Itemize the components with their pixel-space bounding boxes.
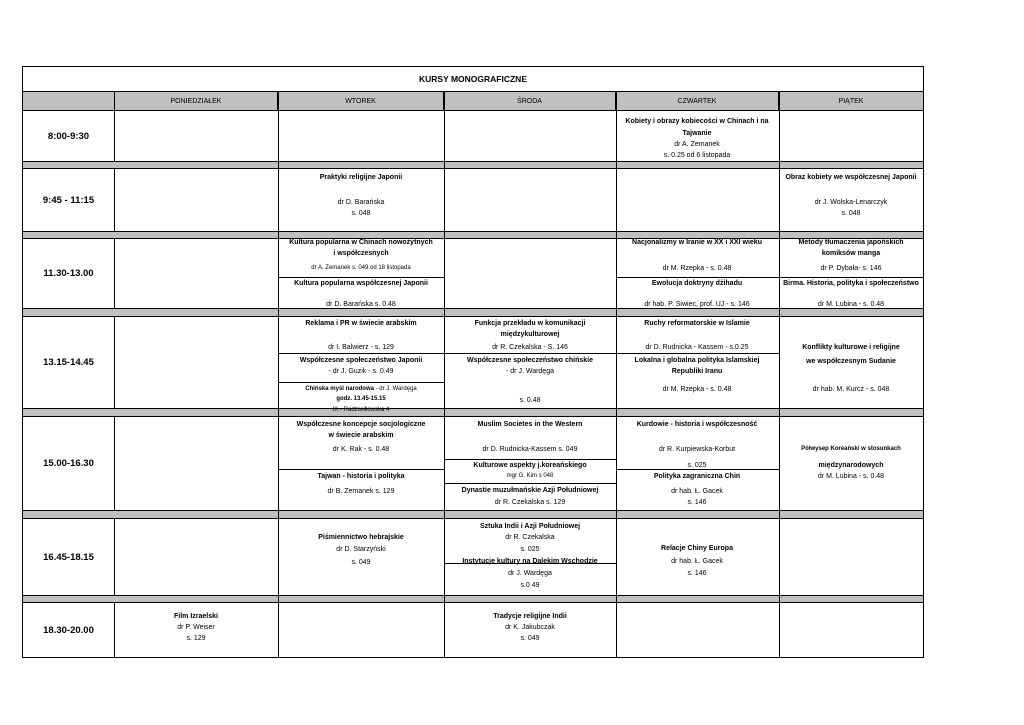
course-title: Tradycje religijne Indii bbox=[493, 613, 567, 620]
course-title: międzykulturowej bbox=[500, 331, 560, 338]
course-title: Republiki Iranu bbox=[671, 368, 723, 375]
course-lecturer: - dr J. Wardęga bbox=[506, 368, 554, 375]
course-title: Relacje Chiny Europa bbox=[661, 545, 733, 552]
course-title: Funkcja przekładu w komunikacji bbox=[474, 320, 586, 327]
time-slot-3: 11.30-13.00 bbox=[23, 239, 115, 308]
course-title: Obraz kobiety we współczesnej Japonii bbox=[785, 174, 917, 181]
cell-divider bbox=[616, 277, 923, 278]
time-slot-2: 9:45 - 11:15 bbox=[23, 169, 115, 231]
course-lecturer: dr K. Jakubczak bbox=[505, 624, 555, 631]
column-divider bbox=[278, 92, 279, 657]
course-lecturer: dr D. Barańska bbox=[337, 199, 385, 206]
course-lecturer: dr K. Rak - s. 0.48 bbox=[332, 446, 390, 453]
course-title: Muslim Societes in the Western bbox=[477, 421, 583, 428]
row-separator bbox=[23, 510, 923, 519]
course-title: Tajwanie bbox=[682, 130, 712, 137]
header-day-thursday: CZWARTEK bbox=[616, 92, 779, 111]
column-divider bbox=[779, 92, 780, 657]
course-hours: godz. 13.45-15.15 bbox=[336, 396, 386, 402]
header-day-wednesday: ŚRODA bbox=[444, 92, 616, 111]
course-lecturer: dr M. Lubina - s. 0.48 bbox=[817, 473, 885, 480]
course-lecturer: mgr G. Kim s 048 bbox=[506, 473, 554, 479]
course-lecturer: dr A. Zemanek bbox=[674, 141, 720, 148]
course-title: Współczesne koncepcje socjologiczne bbox=[296, 421, 426, 428]
course-room: s. 048 bbox=[351, 210, 371, 217]
course-lecturer: dr P. Dybała- s. 146 bbox=[820, 265, 882, 272]
course-lecturer: dr B. Zemanek s. 129 bbox=[327, 488, 395, 495]
course-title: we współczesnym Sudanie bbox=[806, 358, 896, 365]
course-title: Kultura popularna współczesnej Japonii bbox=[294, 280, 428, 287]
course-room: s. 129 bbox=[186, 635, 206, 642]
course-room: s. 049 bbox=[520, 635, 540, 642]
course-lecturer: dr D. Rudnicka-Kassem s. 049 bbox=[482, 446, 578, 453]
course-title: Praktyki religijne Japonii bbox=[319, 174, 403, 181]
course-title: Współczesne społeczeństwo Japonii bbox=[299, 357, 423, 364]
time-slot-7: 18.30-20.00 bbox=[23, 603, 115, 657]
course-title: Metody tłumaczenia japońskich bbox=[798, 239, 904, 246]
schedule-title: KURSY MONOGRAFICZNE bbox=[23, 67, 923, 92]
course-room: s. 049 bbox=[351, 559, 371, 566]
course-lecturer: dr M. Lubina - s. 0.48 bbox=[817, 301, 885, 308]
header-day-tuesday: WTOREK bbox=[278, 92, 444, 111]
course-title: komiksów manga bbox=[821, 250, 881, 257]
cell-divider bbox=[278, 353, 616, 354]
course-title: Kultura popularna w Chinach nowożytnych bbox=[289, 239, 433, 246]
course-room: s. 146 bbox=[687, 499, 707, 506]
header-corner bbox=[23, 92, 115, 111]
row-separator bbox=[23, 161, 923, 169]
course-title: Reklama i PR w świecie arabskim bbox=[305, 320, 417, 327]
course-title: Współczesne społeczeństwo chińskie bbox=[466, 357, 594, 364]
time-slot-6: 16.45-18.15 bbox=[23, 519, 115, 595]
course-lecturer: dr R. Czekalska - S. 146 bbox=[492, 344, 568, 351]
course-title: Ewolucja doktryny dżihadu bbox=[651, 280, 743, 287]
course-lecturer: dr hab. Ł. Gacek bbox=[671, 558, 723, 565]
row-separator bbox=[23, 595, 923, 603]
course-room: s. 0.48 bbox=[519, 397, 541, 404]
course-lecturer: dr J. Wardęga bbox=[508, 570, 552, 577]
course-title: i współczesnych bbox=[333, 250, 389, 257]
course-lecturer: dr hab. P. Siwiec, prof. UJ - s. 146 bbox=[644, 301, 750, 308]
time-slot-4: 13.15-14.45 bbox=[23, 317, 115, 408]
course-lecturer: dr R. Czekalska s. 129 bbox=[494, 499, 566, 506]
course-title: Dynastie muzułmańskie Azji Południowej bbox=[461, 487, 599, 494]
row-separator bbox=[23, 408, 923, 417]
course-lecturer: dr hab. M. Kurcz - s. 048 bbox=[812, 386, 890, 393]
cell-divider bbox=[278, 469, 444, 470]
course-title: w świecie arabskim bbox=[328, 432, 394, 439]
course-room: s. 146 bbox=[687, 570, 707, 577]
course-lecturer: dr M. Rzepka - s. 0.48 bbox=[662, 386, 732, 393]
header-day-friday: PIĄTEK bbox=[779, 92, 923, 111]
course-title: międzynarodowych bbox=[818, 462, 884, 469]
course-title: Ruchy reformatorskie w Islamie bbox=[644, 320, 750, 327]
course-title: Kulturowe aspekty j.koreańskiego bbox=[473, 462, 587, 469]
course-title: Kobiety i obrazy kobiecości w Chinach i na bbox=[625, 118, 769, 125]
course-title: Półwysep Koreański w stosunkach bbox=[801, 446, 901, 452]
course-lecturer: dr hab. Ł. Gacek bbox=[671, 488, 723, 495]
column-divider bbox=[444, 92, 445, 657]
cell-divider bbox=[278, 277, 444, 278]
course-title-lecturer bbox=[305, 385, 416, 394]
course-title: Sztuka Indii i Azji Południowej bbox=[479, 523, 581, 530]
row-separator bbox=[23, 231, 923, 239]
course-room: s. 025 bbox=[687, 462, 707, 469]
cell-divider bbox=[444, 483, 616, 484]
course-lecturer: dr A. Zemanek s. 049 od 18 listopada bbox=[311, 265, 411, 271]
schedule-sheet bbox=[22, 66, 924, 658]
course-lecturer: dr R. Kurpiewska-Korbut bbox=[658, 446, 736, 453]
course-lecturer: dr J. Wolska-Lenarczyk bbox=[814, 199, 888, 206]
course-title: Film Izraelski bbox=[174, 613, 218, 620]
course-lecturer: - dr J. Wardęga bbox=[373, 386, 417, 392]
column-divider bbox=[616, 92, 617, 657]
course-lecturer: dr P. Weiser bbox=[177, 624, 215, 631]
course-lecturer: - dr J. Guzik - s. 0.49 bbox=[328, 368, 394, 375]
course-room: s. 025 bbox=[520, 546, 540, 553]
cell-divider bbox=[444, 459, 616, 460]
cell-divider bbox=[278, 382, 444, 383]
course-lecturer: dr D. Barańska s. 0.48 bbox=[326, 301, 396, 308]
course-title: Lokalna i globalna polityka Islamskiej bbox=[634, 357, 760, 364]
course-title: Konflikty kulturowe i religijne bbox=[802, 344, 900, 351]
cell-divider bbox=[616, 353, 779, 354]
course-lecturer: dr R. Czekalska bbox=[505, 534, 555, 541]
course-lecturer: dr I. Balwierz - s. 129 bbox=[328, 344, 394, 351]
header-day-monday: PONIEDZIAŁEK bbox=[115, 92, 278, 111]
course-room: IK - Radziwiłłowska 4 bbox=[332, 407, 390, 413]
course-title: Piśmiennictwo hebrajskie bbox=[318, 534, 404, 541]
course-title: Tajwan - historia i polityka bbox=[317, 473, 405, 480]
time-slot-1: 8:00-9:30 bbox=[23, 111, 115, 161]
course-room: s. 048 bbox=[841, 210, 861, 217]
course-lecturer: dr D. Rudnicka - Kassem - s.0.25 bbox=[645, 344, 749, 351]
time-slot-5: 15.00-16.30 bbox=[23, 417, 115, 510]
course-room: s.0 49 bbox=[520, 582, 540, 589]
course-title: Polityka zagraniczna Chin bbox=[653, 473, 741, 480]
course-room: s. 0.25 od 6 listopada bbox=[663, 152, 731, 159]
course-lecturer: dr D. Starzyński bbox=[336, 546, 386, 553]
course-title: Kurdowie - historia i współczesność bbox=[636, 421, 758, 428]
course-title: Instytucje kultury na Dalekim Wschodzie bbox=[462, 558, 598, 565]
course-title: Chińska myśl narodowa bbox=[305, 386, 374, 392]
course-title: Nacjonalizmy w Iranie w XX i XXI wieku bbox=[632, 239, 762, 246]
course-lecturer: dr M. Rzepka - s. 0.48 bbox=[662, 265, 732, 272]
row-separator bbox=[23, 308, 923, 317]
course-title: Birma. Historia, polityka i społeczeństwo bbox=[783, 280, 919, 287]
